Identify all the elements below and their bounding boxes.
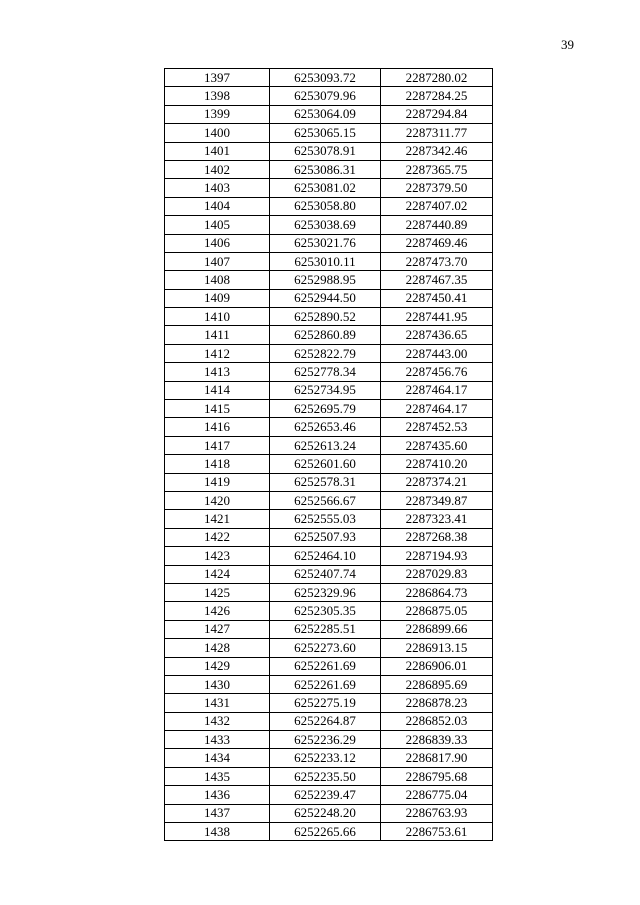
x-coordinate-cell: 6252261.69 bbox=[270, 675, 381, 693]
table-row bbox=[165, 326, 493, 344]
x-coordinate-cell: 6252407.74 bbox=[270, 565, 381, 583]
x-coordinate-cell: 6252695.79 bbox=[270, 400, 381, 418]
point-number-cell: 1399 bbox=[165, 105, 270, 123]
y-coordinate-cell: 2287029.83 bbox=[381, 565, 493, 583]
y-coordinate-cell: 2287464.17 bbox=[381, 381, 493, 399]
x-coordinate-cell: 6252264.87 bbox=[270, 712, 381, 730]
y-coordinate-cell: 2287456.76 bbox=[381, 363, 493, 381]
point-number-cell: 1425 bbox=[165, 583, 270, 601]
x-coordinate-cell: 6253010.11 bbox=[270, 252, 381, 270]
x-coordinate-cell: 6252239.47 bbox=[270, 786, 381, 804]
table-row bbox=[165, 418, 493, 436]
y-coordinate-cell: 2286817.90 bbox=[381, 749, 493, 767]
table-row bbox=[165, 197, 493, 215]
y-coordinate-cell: 2287284.25 bbox=[381, 87, 493, 105]
table-row bbox=[165, 731, 493, 749]
y-coordinate-cell: 2287441.95 bbox=[381, 308, 493, 326]
x-coordinate-cell: 6253086.31 bbox=[270, 160, 381, 178]
x-coordinate-cell: 6253038.69 bbox=[270, 216, 381, 234]
y-coordinate-cell: 2286899.66 bbox=[381, 620, 493, 638]
point-number-cell: 1422 bbox=[165, 528, 270, 546]
point-number-cell: 1432 bbox=[165, 712, 270, 730]
table-row bbox=[165, 510, 493, 528]
table-row bbox=[165, 804, 493, 822]
table-row bbox=[165, 142, 493, 160]
point-number-cell: 1398 bbox=[165, 87, 270, 105]
y-coordinate-cell: 2287440.89 bbox=[381, 216, 493, 234]
table-row bbox=[165, 271, 493, 289]
table-row bbox=[165, 179, 493, 197]
x-coordinate-cell: 6253093.72 bbox=[270, 69, 381, 87]
point-number-cell: 1406 bbox=[165, 234, 270, 252]
table-row bbox=[165, 381, 493, 399]
x-coordinate-cell: 6252235.50 bbox=[270, 767, 381, 785]
y-coordinate-cell: 2287374.21 bbox=[381, 473, 493, 491]
x-coordinate-cell: 6252464.10 bbox=[270, 547, 381, 565]
x-coordinate-cell: 6252248.20 bbox=[270, 804, 381, 822]
table-row bbox=[165, 767, 493, 785]
table-row bbox=[165, 749, 493, 767]
table-row bbox=[165, 639, 493, 657]
point-number-cell: 1403 bbox=[165, 179, 270, 197]
y-coordinate-cell: 2287464.17 bbox=[381, 400, 493, 418]
point-number-cell: 1421 bbox=[165, 510, 270, 528]
x-coordinate-cell: 6252566.67 bbox=[270, 491, 381, 509]
y-coordinate-cell: 2287469.46 bbox=[381, 234, 493, 252]
coordinates-table bbox=[164, 68, 493, 841]
table-row bbox=[165, 363, 493, 381]
x-coordinate-cell: 6253058.80 bbox=[270, 197, 381, 215]
x-coordinate-cell: 6252273.60 bbox=[270, 639, 381, 657]
x-coordinate-cell: 6253021.76 bbox=[270, 234, 381, 252]
y-coordinate-cell: 2286895.69 bbox=[381, 675, 493, 693]
y-coordinate-cell: 2287450.41 bbox=[381, 289, 493, 307]
x-coordinate-cell: 6252890.52 bbox=[270, 308, 381, 326]
point-number-cell: 1420 bbox=[165, 491, 270, 509]
table-row bbox=[165, 491, 493, 509]
point-number-cell: 1401 bbox=[165, 142, 270, 160]
y-coordinate-cell: 2287365.75 bbox=[381, 160, 493, 178]
point-number-cell: 1423 bbox=[165, 547, 270, 565]
point-number-cell: 1435 bbox=[165, 767, 270, 785]
table-row bbox=[165, 528, 493, 546]
table-row bbox=[165, 234, 493, 252]
x-coordinate-cell: 6252601.60 bbox=[270, 455, 381, 473]
x-coordinate-cell: 6252578.31 bbox=[270, 473, 381, 491]
point-number-cell: 1410 bbox=[165, 308, 270, 326]
x-coordinate-cell: 6252653.46 bbox=[270, 418, 381, 436]
table-row bbox=[165, 473, 493, 491]
point-number-cell: 1433 bbox=[165, 731, 270, 749]
y-coordinate-cell: 2286852.03 bbox=[381, 712, 493, 730]
point-number-cell: 1407 bbox=[165, 252, 270, 270]
x-coordinate-cell: 6252734.95 bbox=[270, 381, 381, 399]
y-coordinate-cell: 2287194.93 bbox=[381, 547, 493, 565]
table-row bbox=[165, 124, 493, 142]
table-row bbox=[165, 455, 493, 473]
table-row bbox=[165, 436, 493, 454]
table-row bbox=[165, 786, 493, 804]
y-coordinate-cell: 2286795.68 bbox=[381, 767, 493, 785]
x-coordinate-cell: 6252822.79 bbox=[270, 344, 381, 362]
table-row bbox=[165, 289, 493, 307]
point-number-cell: 1438 bbox=[165, 823, 270, 841]
y-coordinate-cell: 2287268.38 bbox=[381, 528, 493, 546]
y-coordinate-cell: 2287294.84 bbox=[381, 105, 493, 123]
x-coordinate-cell: 6253079.96 bbox=[270, 87, 381, 105]
point-number-cell: 1427 bbox=[165, 620, 270, 638]
y-coordinate-cell: 2287407.02 bbox=[381, 197, 493, 215]
table-row bbox=[165, 160, 493, 178]
y-coordinate-cell: 2287323.41 bbox=[381, 510, 493, 528]
y-coordinate-cell: 2287452.53 bbox=[381, 418, 493, 436]
x-coordinate-cell: 6252988.95 bbox=[270, 271, 381, 289]
point-number-cell: 1424 bbox=[165, 565, 270, 583]
point-number-cell: 1426 bbox=[165, 602, 270, 620]
point-number-cell: 1415 bbox=[165, 400, 270, 418]
x-coordinate-cell: 6252329.96 bbox=[270, 583, 381, 601]
x-coordinate-cell: 6252778.34 bbox=[270, 363, 381, 381]
x-coordinate-cell: 6252236.29 bbox=[270, 731, 381, 749]
y-coordinate-cell: 2287349.87 bbox=[381, 491, 493, 509]
x-coordinate-cell: 6253064.09 bbox=[270, 105, 381, 123]
table-row bbox=[165, 823, 493, 841]
x-coordinate-cell: 6253065.15 bbox=[270, 124, 381, 142]
y-coordinate-cell: 2286913.15 bbox=[381, 639, 493, 657]
x-coordinate-cell: 6252275.19 bbox=[270, 694, 381, 712]
x-coordinate-cell: 6252507.93 bbox=[270, 528, 381, 546]
y-coordinate-cell: 2287443.00 bbox=[381, 344, 493, 362]
point-number-cell: 1430 bbox=[165, 675, 270, 693]
point-number-cell: 1419 bbox=[165, 473, 270, 491]
point-number-cell: 1408 bbox=[165, 271, 270, 289]
table-row bbox=[165, 308, 493, 326]
table-row bbox=[165, 620, 493, 638]
y-coordinate-cell: 2286875.05 bbox=[381, 602, 493, 620]
table-row bbox=[165, 712, 493, 730]
y-coordinate-cell: 2287436.65 bbox=[381, 326, 493, 344]
table-row bbox=[165, 602, 493, 620]
point-number-cell: 1412 bbox=[165, 344, 270, 362]
point-number-cell: 1404 bbox=[165, 197, 270, 215]
y-coordinate-cell: 2287311.77 bbox=[381, 124, 493, 142]
page-number: 39 bbox=[561, 37, 574, 52]
y-coordinate-cell: 2287379.50 bbox=[381, 179, 493, 197]
x-coordinate-cell: 6252613.24 bbox=[270, 436, 381, 454]
y-coordinate-cell: 2287280.02 bbox=[381, 69, 493, 87]
table-row bbox=[165, 252, 493, 270]
table-row bbox=[165, 583, 493, 601]
x-coordinate-cell: 6252555.03 bbox=[270, 510, 381, 528]
point-number-cell: 1400 bbox=[165, 124, 270, 142]
y-coordinate-cell: 2286839.33 bbox=[381, 731, 493, 749]
point-number-cell: 1416 bbox=[165, 418, 270, 436]
x-coordinate-cell: 6252860.89 bbox=[270, 326, 381, 344]
point-number-cell: 1437 bbox=[165, 804, 270, 822]
table-row bbox=[165, 87, 493, 105]
y-coordinate-cell: 2286906.01 bbox=[381, 657, 493, 675]
point-number-cell: 1428 bbox=[165, 639, 270, 657]
y-coordinate-cell: 2286753.61 bbox=[381, 823, 493, 841]
x-coordinate-cell: 6252944.50 bbox=[270, 289, 381, 307]
table-row bbox=[165, 565, 493, 583]
point-number-cell: 1431 bbox=[165, 694, 270, 712]
y-coordinate-cell: 2287435.60 bbox=[381, 436, 493, 454]
table-row bbox=[165, 694, 493, 712]
y-coordinate-cell: 2287410.20 bbox=[381, 455, 493, 473]
x-coordinate-cell: 6253078.91 bbox=[270, 142, 381, 160]
point-number-cell: 1429 bbox=[165, 657, 270, 675]
point-number-cell: 1405 bbox=[165, 216, 270, 234]
point-number-cell: 1409 bbox=[165, 289, 270, 307]
x-coordinate-cell: 6252285.51 bbox=[270, 620, 381, 638]
coordinates-table-body bbox=[165, 69, 493, 841]
point-number-cell: 1417 bbox=[165, 436, 270, 454]
y-coordinate-cell: 2286763.93 bbox=[381, 804, 493, 822]
table-row bbox=[165, 400, 493, 418]
table-row bbox=[165, 69, 493, 87]
point-number-cell: 1414 bbox=[165, 381, 270, 399]
y-coordinate-cell: 2287342.46 bbox=[381, 142, 493, 160]
point-number-cell: 1434 bbox=[165, 749, 270, 767]
point-number-cell: 1397 bbox=[165, 69, 270, 87]
table-row bbox=[165, 344, 493, 362]
table-row bbox=[165, 657, 493, 675]
table-row bbox=[165, 216, 493, 234]
point-number-cell: 1402 bbox=[165, 160, 270, 178]
x-coordinate-cell: 6252305.35 bbox=[270, 602, 381, 620]
y-coordinate-cell: 2286775.04 bbox=[381, 786, 493, 804]
table-row bbox=[165, 675, 493, 693]
x-coordinate-cell: 6252265.66 bbox=[270, 823, 381, 841]
point-number-cell: 1418 bbox=[165, 455, 270, 473]
point-number-cell: 1411 bbox=[165, 326, 270, 344]
x-coordinate-cell: 6252233.12 bbox=[270, 749, 381, 767]
table-row bbox=[165, 547, 493, 565]
y-coordinate-cell: 2286878.23 bbox=[381, 694, 493, 712]
x-coordinate-cell: 6253081.02 bbox=[270, 179, 381, 197]
point-number-cell: 1436 bbox=[165, 786, 270, 804]
y-coordinate-cell: 2287473.70 bbox=[381, 252, 493, 270]
x-coordinate-cell: 6252261.69 bbox=[270, 657, 381, 675]
table-row bbox=[165, 105, 493, 123]
y-coordinate-cell: 2287467.35 bbox=[381, 271, 493, 289]
point-number-cell: 1413 bbox=[165, 363, 270, 381]
y-coordinate-cell: 2286864.73 bbox=[381, 583, 493, 601]
